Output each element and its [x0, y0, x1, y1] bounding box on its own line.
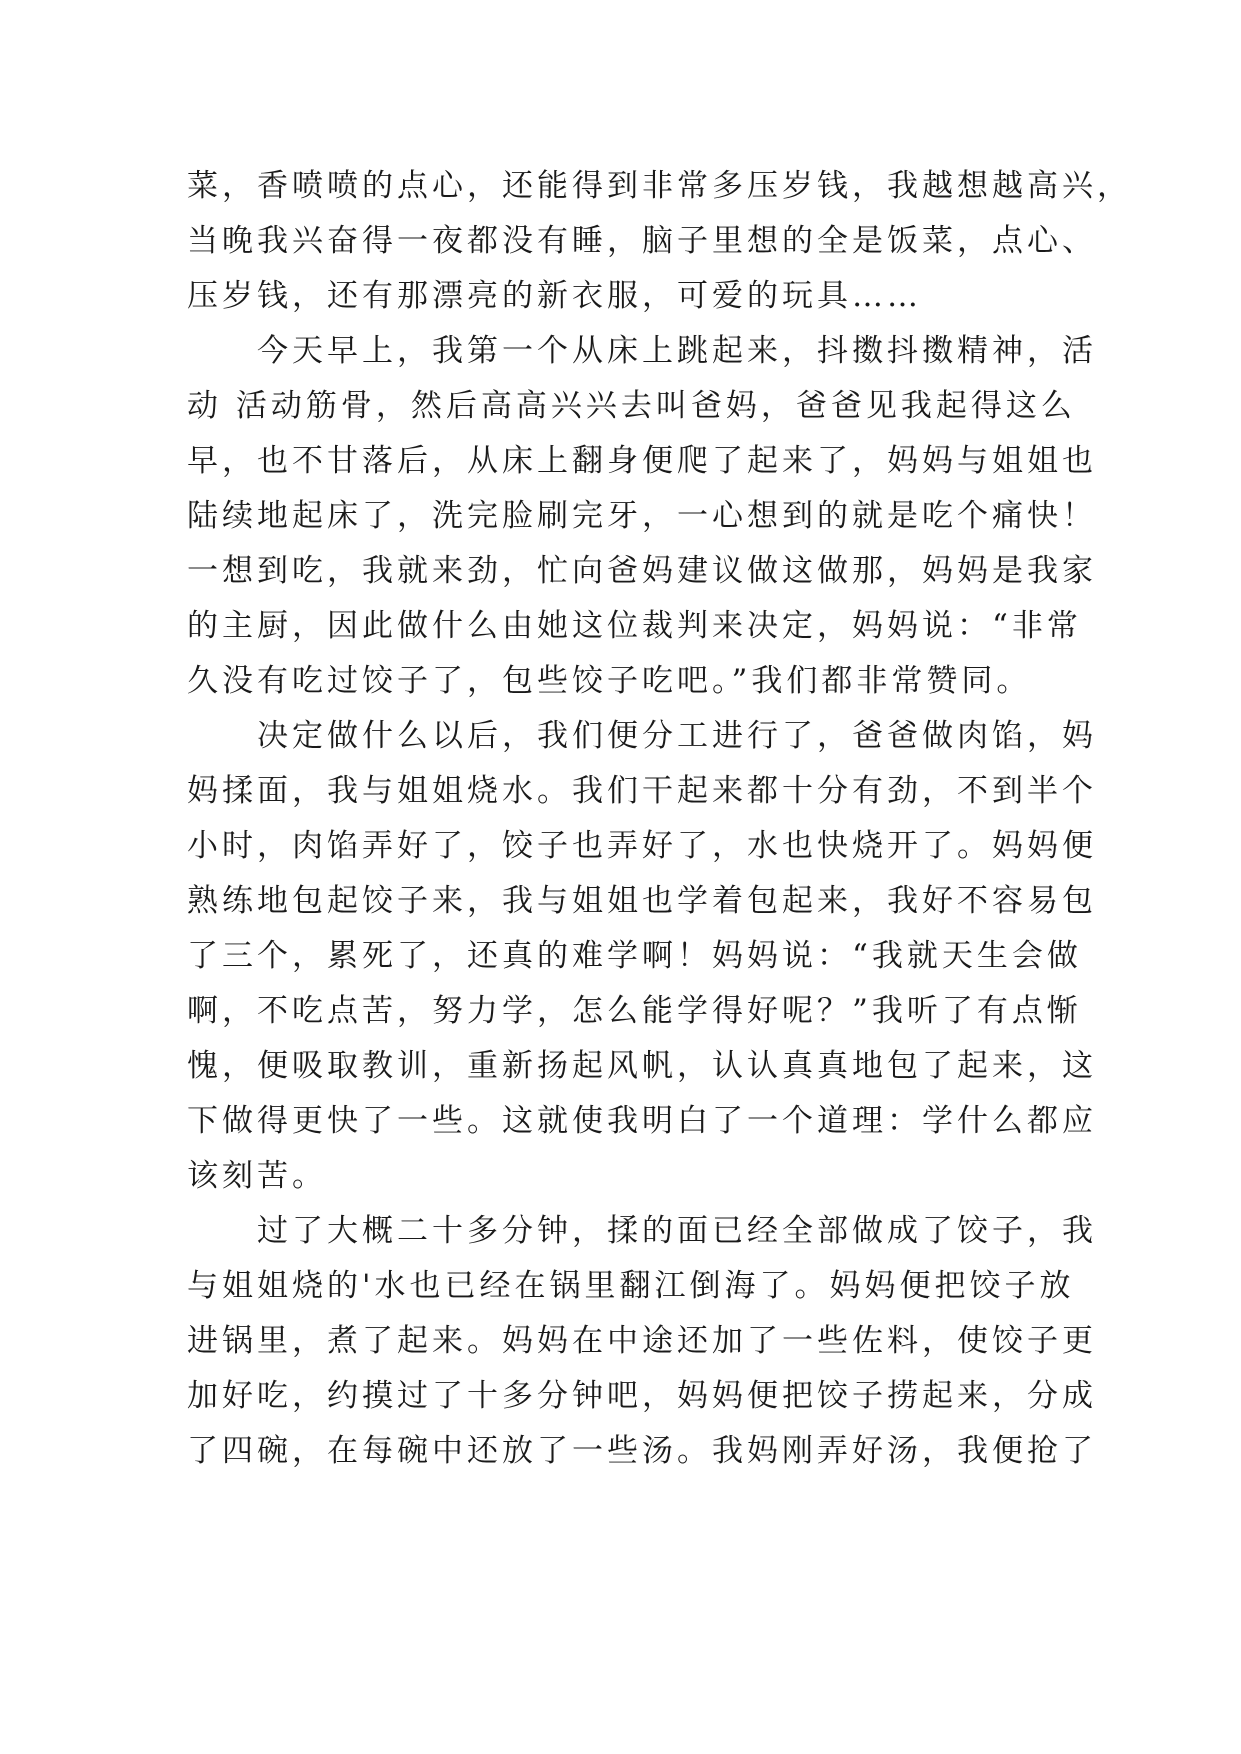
- text-line: 了四碗，在每碗中还放了一些汤。我妈刚弄好汤，我便抢了: [187, 1433, 1097, 1469]
- text-line: 的主厨，因此做什么由她这位裁判来决定，妈妈说：“非常: [187, 608, 1082, 644]
- text-line: 久没有吃过饺子了，包些饺子吃吧。”我们都非常赞同。: [187, 663, 1032, 699]
- text-line: 下做得更快了一些。这就使我明白了一个道理：学什么都应: [187, 1103, 1097, 1139]
- text-line: 一想到吃，我就来劲，忙向爸妈建议做这做那，妈妈是我家: [187, 553, 1097, 589]
- text-line: 熟练地包起饺子来，我与姐姐也学着包起来，我好不容易包: [187, 883, 1097, 919]
- text-line: 加好吃，约摸过了十多分钟吧，妈妈便把饺子捞起来，分成: [187, 1378, 1097, 1414]
- text-line: 压岁钱，还有那漂亮的新衣服，可爱的玩具……: [187, 278, 922, 314]
- paragraph-first-line: 过了大概二十多分钟，揉的面已经全部做成了饺子，我: [257, 1213, 1097, 1249]
- text-line: 当晚我兴奋得一夜都没有睡，脑子里想的全是饭菜，点心、: [187, 223, 1097, 259]
- text-line: 菜，香喷喷的点心，还能得到非常多压岁钱，我越想越高兴，: [187, 168, 1132, 204]
- paragraph-first-line: 今天早上，我第一个从床上跳起来，抖擞抖擞精神，活: [257, 333, 1097, 369]
- text-line: 陆续地起床了，洗完脸刷完牙，一心想到的就是吃个痛快！: [187, 498, 1097, 534]
- text-line: 啊，不吃点苦，努力学，怎么能学得好呢？”我听了有点惭: [187, 993, 1082, 1029]
- paragraph-first-line: 决定做什么以后，我们便分工进行了，爸爸做肉馅，妈: [257, 718, 1097, 754]
- text-line: 早，也不甘落后，从床上翻身便爬了起来了，妈妈与姐姐也: [187, 443, 1097, 479]
- text-line: 小时，肉馅弄好了，饺子也弄好了，水也快烧开了。妈妈便: [187, 828, 1097, 864]
- text-line: 该刻苦。: [187, 1158, 327, 1194]
- text-line: 了三个，累死了，还真的难学啊！妈妈说：“我就天生会做: [187, 938, 1082, 974]
- text-line: 与姐姐烧的'水也已经在锅里翻江倒海了。妈妈便把饺子放: [187, 1268, 1075, 1304]
- text-line: 妈揉面，我与姐姐烧水。我们干起来都十分有劲，不到半个: [187, 773, 1097, 809]
- text-line: 动 活动筋骨，然后高高兴兴去叫爸妈，爸爸见我起得这么: [187, 388, 1076, 424]
- text-line: 进锅里，煮了起来。妈妈在中途还加了一些佐料，使饺子更: [187, 1323, 1097, 1359]
- body-text: [187, 159, 1132, 1479]
- text-line: 愧，便吸取教训，重新扬起风帆，认认真真地包了起来，这: [187, 1048, 1097, 1084]
